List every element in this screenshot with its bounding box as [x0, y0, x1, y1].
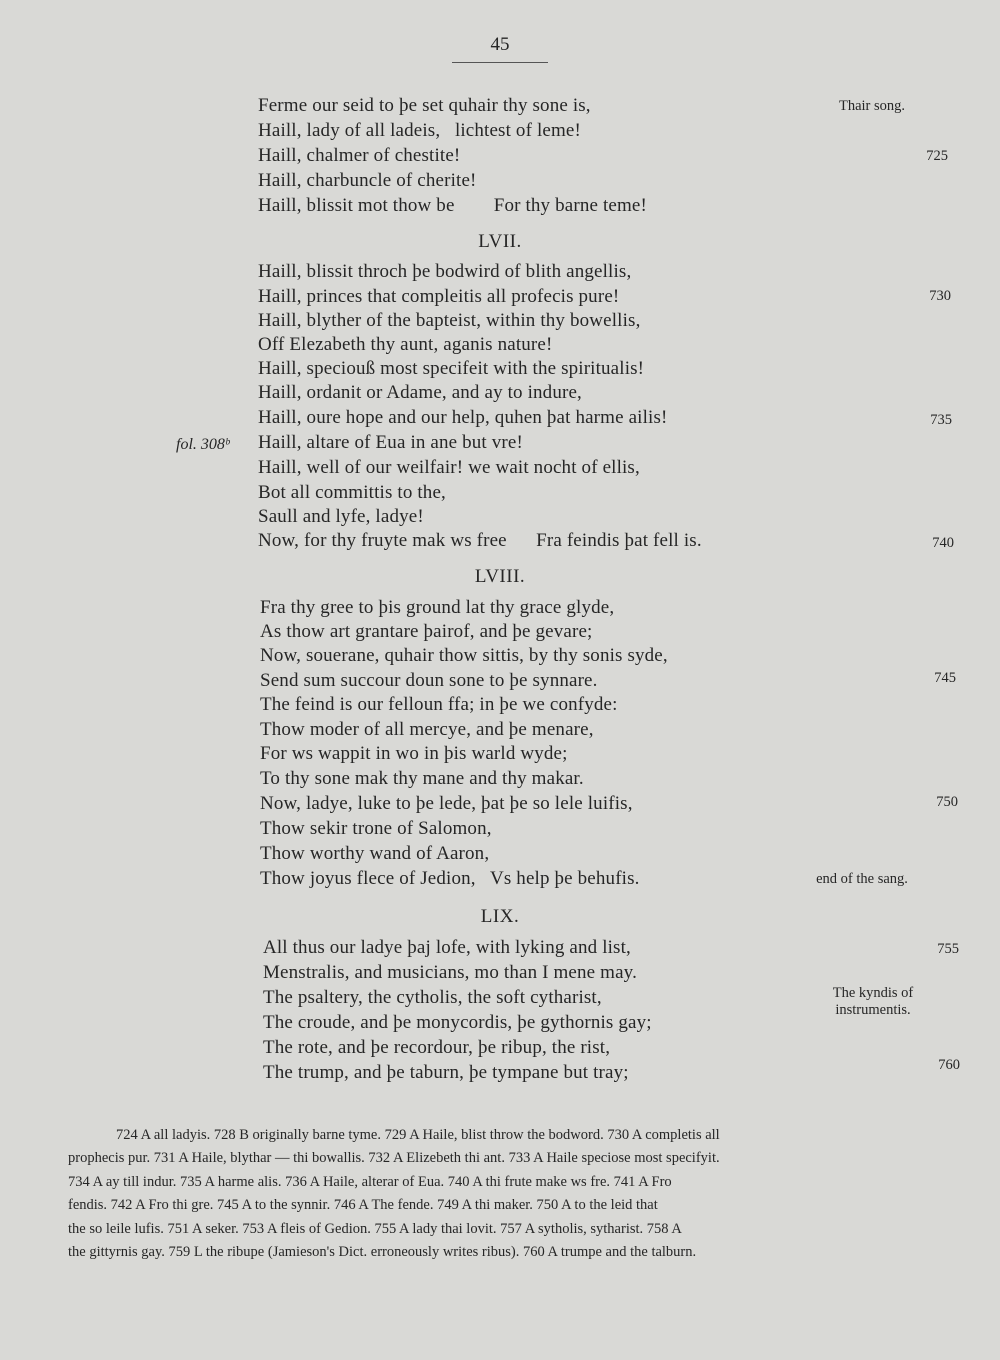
verse-line: To thy sone mak thy mane and thy makar. — [260, 768, 584, 789]
verse-line: Now, souerane, quhair thow sittis, by thy sonis syde, — [260, 645, 668, 666]
verse-line: Haill, blyther of the bapteist, within thy bowellis, — [258, 310, 641, 331]
verse-line: Haill, well of our weilfair! we wait nocht of ellis, — [258, 457, 640, 478]
verse-line: Haill, speciouß most specifeit with the spiritualis! — [258, 358, 645, 379]
stanza-heading: LVIII. — [474, 566, 526, 587]
verse-line: As thow art grantare þairof, and þe gevare; — [260, 621, 593, 642]
verse-line: Haill, chalmer of chestite! — [258, 145, 461, 166]
footnote-line: 724 A all ladyis. 728 B originally barne tyme. 729 A Haile, blist throw the bodword. 730 A completis all — [116, 1127, 720, 1143]
line-number: 745 — [934, 670, 956, 686]
verse-line: Haill, princes that compleitis all profecis pure! — [258, 286, 620, 307]
verse-line: The trump, and þe taburn, þe tympane but tray; — [263, 1062, 629, 1083]
verse-line: Menstralis, and musicians, mo than I mene may. — [263, 962, 637, 983]
verse-line: Haill, charbuncle of cherite! — [258, 170, 477, 191]
verse-line: Thow joyus flece of Jedion, Vs help þe behufis. — [260, 868, 640, 889]
footnote-line: prophecis pur. 731 A Haile, blythar — thi bowallis. 732 A Elizebeth thi ant. 733 A Haile speciose most specifyit. — [68, 1150, 720, 1167]
side-note: instrumentis. — [835, 1002, 911, 1018]
verse-line: The rote, and þe recordour, þe ribup, the rist, — [263, 1037, 611, 1058]
line-number: 735 — [930, 412, 952, 428]
verse-line: Thow sekir trone of Salomon, — [260, 818, 492, 839]
verse-line: Saull and lyfe, ladye! — [258, 506, 424, 527]
verse-line: Haill, oure hope and our help, quhen þat harme ailis! — [258, 407, 668, 428]
footnote-line: 734 A ay till indur. 735 A harme alis. 736 A Haile, alterar of Eua. 740 A thi frute make ws fre. 741 A Fro — [68, 1173, 672, 1190]
verse-line: For ws wappit in wo in þis warld wyde; — [260, 743, 568, 764]
verse-line: Off Elezabeth thy aunt, aganis nature! — [258, 334, 553, 355]
verse-line: Thow worthy wand of Aaron, — [260, 843, 490, 864]
page-number-rule — [452, 62, 548, 63]
verse-line: Bot all committis to the, — [258, 482, 446, 503]
verse-line: The croude, and þe monycordis, þe gythornis gay; — [263, 1012, 652, 1033]
verse-line: Thow moder of all mercye, and þe menare, — [260, 719, 594, 740]
footnote-line: the so leile lufis. 751 A seker. 753 A fleis of Gedion. 755 A lady thai lovit. 757 A sytholis, sytharist. 758 A — [68, 1220, 682, 1237]
side-note: The kyndis of — [832, 985, 914, 1001]
verse-line: Fra thy gree to þis ground lat thy grace glyde, — [260, 597, 615, 618]
verse-line: Haill, lady of all ladeis, lichtest of leme! — [258, 120, 581, 141]
folio-marker: fol. 308ᵇ — [176, 436, 230, 453]
verse-line: The psaltery, the cytholis, the soft cytharist, — [263, 987, 602, 1008]
verse-line: Haill, altare of Eua in ane but vre! — [258, 432, 523, 453]
line-number: 725 — [926, 148, 948, 164]
stanza-heading: LIX. — [480, 906, 520, 927]
verse-line: The feind is our felloun ffa; in þe we confyde: — [260, 694, 618, 715]
verse-line: Haill, ordanit or Adame, and ay to indure, — [258, 382, 582, 403]
line-number: 760 — [938, 1057, 960, 1073]
verse-line: Haill, blissit mot thow be For thy barne teme! — [258, 195, 647, 216]
line-number: 750 — [936, 794, 958, 810]
verse-line: Ferme our seid to þe set quhair thy sone is, — [258, 95, 591, 116]
side-note: Thair song. — [838, 98, 906, 114]
stanza-heading: LVII. — [478, 231, 522, 252]
footnote-line: fendis. 742 A Fro thi gre. 745 A to the synnir. 746 A The fende. 749 A thi maker. 750 A to the leid that — [68, 1197, 658, 1214]
line-number: 740 — [932, 535, 954, 551]
verse-line: All thus our ladye þaj lofe, with lyking and list, — [263, 937, 631, 958]
verse-line: Haill, blissit throch þe bodwird of blith angellis, — [258, 261, 632, 282]
footnote-line: the gittyrnis gay. 759 L the ribupe (Jamieson's Dict. erroneously writes ribus). 760 A trumpe and the talburn. — [68, 1244, 697, 1261]
footnotes — [68, 1124, 966, 1264]
line-number: 730 — [929, 288, 951, 304]
page-number: 45 — [490, 34, 510, 55]
line-number: 755 — [937, 941, 959, 957]
verse-line: Send sum succour doun sone to þe synnare. — [260, 670, 598, 691]
verse-line: Now, ladye, luke to þe lede, þat þe so lele luifis, — [260, 793, 633, 814]
verse-line: Now, for thy fruyte mak ws free Fra feindis þat fell is. — [258, 530, 702, 551]
side-note: end of the sang. — [816, 871, 908, 887]
